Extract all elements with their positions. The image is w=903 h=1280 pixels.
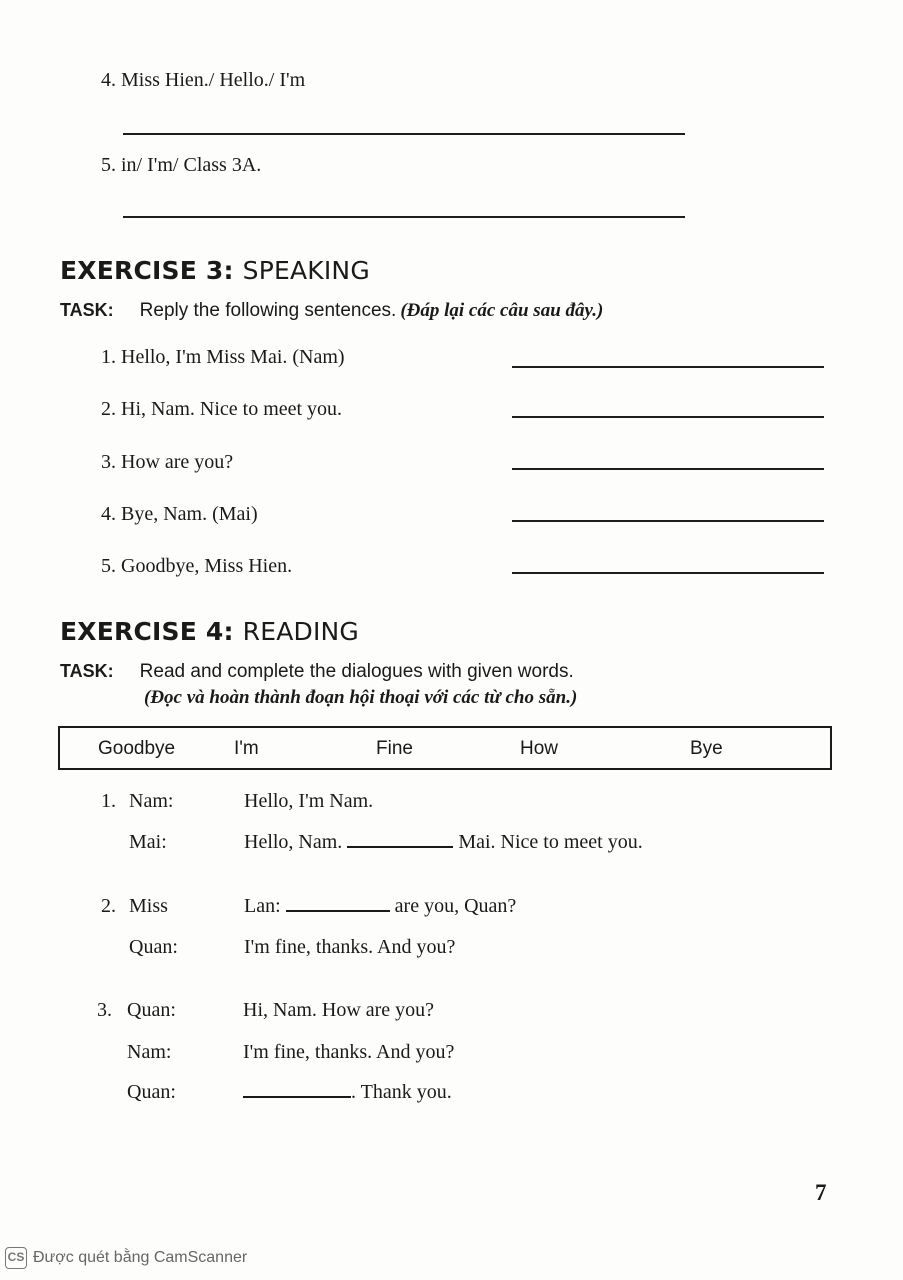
answer-line[interactable] [512, 366, 824, 368]
exercise3-task [60, 300, 603, 322]
dialogue-speaker: Quan: [127, 999, 176, 1021]
fill-blank[interactable] [243, 1082, 351, 1098]
word-box-item: I'm [234, 738, 259, 759]
answer-line[interactable] [512, 520, 824, 522]
item-text: Miss Hien./ Hello./ I'm [121, 69, 306, 91]
item-number: 5. [101, 555, 116, 577]
item-number: 5. [101, 154, 116, 176]
exercise2-item-5 [101, 154, 261, 177]
exercise4-task [60, 661, 574, 683]
heading-number: EXERCISE 4: [60, 617, 234, 646]
dialogue-line [244, 831, 643, 854]
answer-line[interactable] [512, 416, 824, 418]
dialogue-text: Lan: [244, 895, 281, 917]
dialogue-number: 3. [97, 999, 112, 1021]
task-label: TASK: [60, 661, 114, 681]
dialogue-line: I'm fine, thanks. And you? [243, 1041, 455, 1063]
item-number: 4. [101, 503, 116, 525]
exercise3-item-2 [101, 398, 342, 421]
exercise3-item-4 [101, 503, 258, 526]
item-text: Goodbye, Miss Hien. [121, 555, 293, 577]
answer-line[interactable] [123, 216, 685, 218]
camscanner-logo-icon: CS [5, 1247, 27, 1269]
fill-blank[interactable] [347, 832, 453, 848]
page-number: 7 [815, 1180, 827, 1205]
dialogue-text: . Thank you. [351, 1081, 452, 1103]
exercise2-item-4 [101, 69, 305, 92]
task-label: TASK: [60, 300, 114, 320]
word-box [58, 726, 832, 770]
item-number: 4. [101, 69, 116, 91]
dialogue-text: Mai. Nice to meet you. [458, 831, 643, 853]
heading-title: READING [242, 617, 359, 646]
dialogue-speaker: Nam: [129, 790, 174, 812]
dialogue-speaker: Miss [129, 895, 168, 917]
task-translation: (Đọc và hoàn thành đoạn hội thoại với các từ cho sẵn.) [144, 687, 578, 708]
dialogue-speaker: Quan: [127, 1081, 176, 1103]
dialogue-line: Hi, Nam. How are you? [243, 999, 435, 1021]
item-text: Hello, I'm Miss Mai. (Nam) [121, 346, 345, 368]
dialogue-text: are you, Quan? [394, 895, 517, 917]
item-text: Bye, Nam. (Mai) [121, 503, 258, 525]
task-translation: (Đáp lại các câu sau đây.) [400, 300, 604, 321]
item-number: 1. [101, 346, 116, 368]
answer-line[interactable] [512, 468, 824, 470]
footer-text: Được quét bằng CamScanner [33, 1249, 248, 1266]
heading-number: EXERCISE 3: [60, 256, 234, 285]
exercise4-heading [60, 617, 359, 646]
item-text: Hi, Nam. Nice to meet you. [121, 398, 343, 420]
item-number: 2. [101, 398, 116, 420]
task-instruction: Read and complete the dialogues with given words. [139, 661, 574, 682]
dialogue-speaker: Quan: [129, 936, 178, 958]
word-box-item: Fine [376, 738, 413, 759]
dialogue-text: Hello, Nam. [244, 831, 343, 853]
exercise3-item-5 [101, 555, 292, 578]
dialogue-line [244, 895, 516, 918]
dialogue-speaker: Mai: [129, 831, 167, 853]
dialogue-number: 1. [101, 790, 116, 812]
scanner-footer [5, 1247, 247, 1269]
exercise3-item-3 [101, 451, 233, 474]
dialogue-line [243, 1081, 452, 1104]
heading-title: SPEAKING [242, 256, 370, 285]
dialogue-line: Hello, I'm Nam. [244, 790, 374, 812]
exercise3-heading [60, 256, 370, 285]
exercise3-item-1 [101, 346, 345, 369]
word-box-item: Bye [690, 738, 723, 759]
item-text: in/ I'm/ Class 3A. [121, 154, 262, 176]
fill-blank[interactable] [286, 896, 390, 912]
dialogue-line: I'm fine, thanks. And you? [244, 936, 456, 958]
dialogue-number: 2. [101, 895, 116, 917]
dialogue-speaker: Nam: [127, 1041, 172, 1063]
task-instruction: Reply the following sentences. [139, 300, 397, 321]
answer-line[interactable] [512, 572, 824, 574]
item-text: How are you? [121, 451, 234, 473]
item-number: 3. [101, 451, 116, 473]
word-box-item: How [520, 738, 559, 759]
word-box-item: Goodbye [98, 738, 176, 759]
answer-line[interactable] [123, 133, 685, 135]
